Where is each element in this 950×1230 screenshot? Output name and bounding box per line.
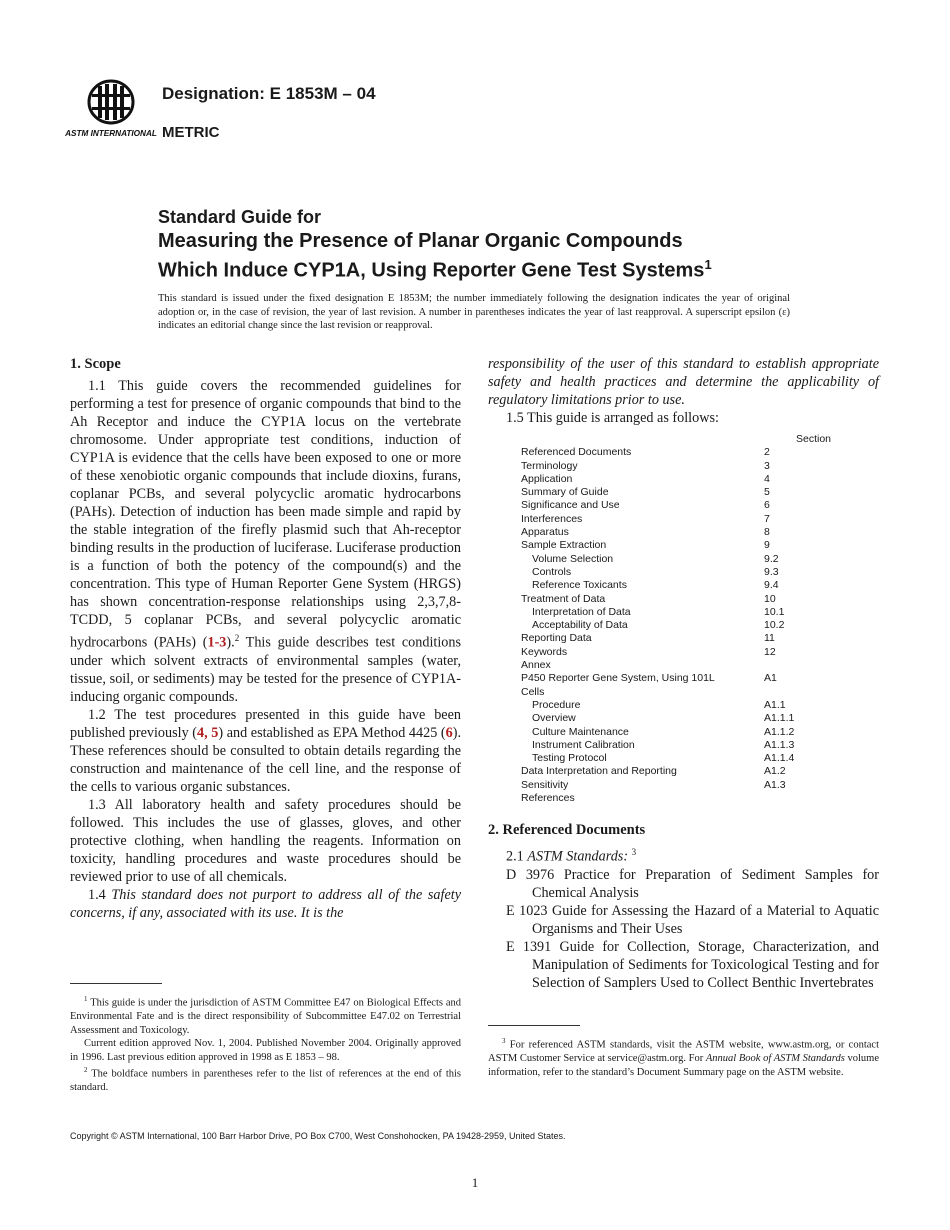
- toc-section-number: 10: [764, 592, 776, 605]
- toc-row: [488, 446, 879, 459]
- reference-link[interactable]: 6: [445, 724, 453, 741]
- toc-label: Instrument Calibration: [532, 738, 635, 751]
- reference-link[interactable]: 4, 5: [197, 724, 219, 741]
- toc-label: Procedure: [532, 698, 581, 711]
- title-line-3: Which Induce CYP1A, Using Reporter Gene Test Systems: [158, 259, 705, 282]
- toc-label: Overview: [532, 712, 576, 725]
- toc-section-number: 4: [764, 472, 770, 485]
- toc-section-number: 9.4: [764, 579, 779, 592]
- toc-label: Summary of Guide: [521, 486, 609, 499]
- scope-paragraph-2: 1.2 The test procedures presented in this guide have been published previously (4, 5) and established as EPA Method 4425 (6). These references should be consulted to obtain details regarding the construction and maintenance of the cell line, and the response of the cells to various organic substances.: [70, 706, 461, 795]
- toc-row: [488, 499, 879, 512]
- toc-section-number: 9.2: [764, 552, 779, 565]
- toc-section-number: 6: [764, 499, 770, 512]
- toc-label: Acceptability of Data: [532, 619, 628, 632]
- toc-label: Terminology: [521, 459, 578, 472]
- document-title: [158, 205, 878, 283]
- toc-label: P450 Reporter Gene System, Using 101L: [521, 672, 715, 685]
- referenced-document-item: [506, 938, 879, 992]
- referenced-documents-heading: 2. Referenced Documents: [488, 822, 646, 839]
- toc-section-number: 10.2: [764, 619, 785, 632]
- toc-label: Data Interpretation and Reporting: [521, 765, 677, 778]
- referenced-document-item: [506, 902, 879, 938]
- toc-section-number: 3: [764, 459, 770, 472]
- toc-section-number: 10.1: [764, 605, 785, 618]
- toc-row: [488, 672, 879, 685]
- toc-section-number: 5: [764, 486, 770, 499]
- toc-label: Reference Toxicants: [532, 579, 627, 592]
- page-number: 1: [471, 1175, 479, 1190]
- toc-label: Referenced Documents: [521, 446, 632, 459]
- toc-section-number: 7: [764, 512, 770, 525]
- toc-section-number: 9.3: [764, 565, 779, 578]
- logo-text: ASTM INTERNATIONAL: [65, 129, 157, 138]
- toc-row: [488, 526, 879, 539]
- title-line-2: Measuring the Presence of Planar Organic Compounds: [158, 230, 683, 252]
- toc-label: Controls: [532, 565, 572, 578]
- toc-section-number: A1.1.2: [764, 725, 795, 738]
- document-title: Guide for Collection, Storage, Characterization, and Manipulation of Sediments for Toxicological Testing and for Selection of Samplers Used to Collect Benthic Invertebrates: [532, 939, 879, 992]
- toc-row: [488, 593, 879, 606]
- toc-label: Cells: [521, 685, 545, 698]
- toc-label: Interferences: [521, 512, 583, 525]
- toc-label: References: [521, 792, 575, 805]
- toc-section-number: 11: [764, 632, 775, 645]
- issuance-notice: This standard is issued under the fixed designation E 1853M; the number immediately following the designation indicates the year of original adoption or, in the case of revision, the year of last revision. A number in parentheses indicates the year of last reapproval. A superscript epsilon (ε) indicates an editorial change since the last revision or reapproval.: [158, 293, 790, 331]
- astm-standards-subheading: 2.1 ASTM Standards: $^3$: [506, 847, 637, 866]
- toc-row: [488, 566, 879, 579]
- contents-table: [488, 433, 879, 805]
- toc-section-number: A1.1.4: [764, 752, 795, 765]
- toc-section-number: A1.1.3: [764, 738, 795, 751]
- document-title: Guide for Assessing the Hazard of a Material to Aquatic Organisms and Their Uses: [532, 903, 880, 938]
- toc-row: [488, 539, 879, 552]
- toc-label: Reporting Data: [521, 632, 592, 645]
- toc-label: Significance and Use: [521, 499, 620, 512]
- title-line-1: Standard Guide for: [158, 207, 322, 227]
- toc-row: [488, 712, 879, 725]
- left-column: [70, 355, 461, 922]
- footnote-rule: [70, 983, 162, 984]
- toc-row: [488, 779, 879, 792]
- toc-row: [488, 765, 879, 778]
- copyright-notice: Copyright © ASTM International, 100 Barr Harbor Drive, PO Box C700, West Conshohocken, PA 19428-2959, United States.: [70, 1131, 566, 1141]
- toc-label: Sensitivity: [521, 778, 569, 791]
- toc-section-header: Section: [796, 433, 832, 445]
- toc-row: [488, 606, 879, 619]
- toc-row: [488, 752, 879, 765]
- footnotes-right: $^3$ For referenced ASTM standards, visit the ASTM website, www.astm.org, or contact ASTM Customer Service at service@astm.org. For Annual Book of ASTM Standards volume information, refer to the standard’s Document Summary page on the ASTM website.: [488, 1037, 879, 1078]
- toc-row: [488, 460, 879, 473]
- toc-row: [488, 686, 879, 699]
- toc-row: [488, 739, 879, 752]
- right-column: [488, 355, 879, 992]
- toc-row: [488, 619, 879, 632]
- toc-section-number: [764, 659, 854, 672]
- scope-paragraph-1: 1.1 This guide covers the recommended guidelines for performing a test for presence of organic compounds that bind to the Ah Receptor and induce the CYP1A locus on the vertebrate chromosome. Under appropriate test conditions, induction of CYP1A is evidence that the cells have been exposed to one or more of these xenobiotic organic compounds that include dioxins, furans, coplanar PCBs, and several polycyclic aromatic hydrocarbons (PAHs). Detection of induction has been made simple and rapid by the stable integration of the firefly plasmid such that Ah-receptor binding results in the production of luciferase. Luciferase production is a function of both the potency of the compound(s) and the concentration. This type of Human Reporter Gene System (HRGS) has shown concentration-response relationships using 2,3,7,8-TCDD, 5 coplanar PCBs, and several polycyclic aromatic hydrocarbons (PAHs) (1-3).$^2$ This guide describes test conditions under which solvent extracts of environmental samples (water, tissue, soil, or sediments) may be tested for the presence of CYP1A-inducing organic compounds.: [70, 378, 461, 705]
- toc-label: Interpretation of Data: [532, 605, 631, 618]
- toc-section-number: 2: [764, 446, 770, 459]
- footnotes-left: $^1$ This guide is under the jurisdiction of ASTM Committee E47 on Biological Effects and Environmental Fate and is the direct responsibility of Subcommittee E47.02 on Terrestrial Assessment and Toxicology. Current edition approved Nov. 1, 2004. Published November 2004. Originally approved in 1996. Last previous edition approved in 1998 as E 1853 – 98. $^2$ The boldface numbers in parentheses refer to the list of references at the end of this standard.: [70, 995, 461, 1093]
- toc-row: [488, 513, 879, 526]
- toc-row: [488, 486, 879, 499]
- scope-paragraph-4-continued: responsibility of the user of this standard to establish appropriate safety and health practices and determine the applicability of regulatory limitations prior to use.: [488, 356, 879, 408]
- reference-link[interactable]: 1-3: [207, 634, 227, 651]
- metric-label: METRIC: [162, 124, 220, 141]
- astm-logo: [65, 80, 157, 140]
- toc-label: Apparatus: [521, 526, 569, 539]
- toc-label: Testing Protocol: [532, 752, 607, 765]
- referenced-document-item: [506, 866, 879, 902]
- scope-heading: 1. Scope: [70, 356, 121, 372]
- toc-label: Volume Selection: [532, 552, 614, 565]
- toc-row: [488, 699, 879, 712]
- toc-row: [488, 553, 879, 566]
- toc-row: [488, 579, 879, 592]
- footnote-rule: [488, 1025, 580, 1026]
- toc-row: [488, 659, 879, 672]
- toc-row: [488, 473, 879, 486]
- scope-paragraph-5: 1.5 This guide is arranged as follows:: [506, 410, 719, 426]
- toc-section-number: A1.1: [764, 698, 786, 711]
- toc-section-number: 12: [764, 645, 776, 658]
- toc-row: [488, 632, 879, 645]
- toc-row: [488, 726, 879, 739]
- toc-label: Culture Maintenance: [532, 725, 629, 738]
- designation: Designation: E 1853M – 04: [162, 84, 376, 103]
- toc-section-number: A1.1.1: [764, 712, 795, 725]
- footnote-mark: 2: [234, 633, 240, 643]
- document-title: Practice for Preparation of Sediment Samples for Chemical Analysis: [532, 867, 880, 902]
- scope-paragraph-4: 1.4 This standard does not purport to address all of the safety concerns, if any, associated with its use. It is the: [70, 886, 461, 921]
- toc-section-number: A1.2: [764, 765, 786, 778]
- toc-section-number: A1: [764, 672, 777, 685]
- toc-label: Treatment of Data: [521, 592, 606, 605]
- title-footnote-mark: 1: [704, 257, 712, 272]
- document-code: E 1023: [506, 903, 548, 920]
- toc-label: Application: [521, 472, 573, 485]
- toc-label: Keywords: [521, 645, 568, 658]
- toc-section-number: A1.3: [764, 778, 786, 791]
- toc-section-number: 9: [764, 539, 770, 552]
- toc-section-number: 8: [764, 526, 770, 539]
- document-code: E 1391: [506, 939, 552, 956]
- toc-section-number: [764, 792, 854, 805]
- toc-row: [488, 792, 879, 805]
- toc-section-number: [764, 686, 854, 699]
- toc-row: [488, 646, 879, 659]
- document-code: D 3976: [506, 867, 555, 884]
- toc-label: Annex: [521, 659, 551, 672]
- scope-paragraph-3: 1.3 All laboratory health and safety procedures should be followed. This includes the use of glasses, gloves, and other protective clothing, when handling the reagents. Information on toxicity, handling procedures and waste procedures should be reviewed prior to use of all chemicals.: [70, 796, 461, 885]
- toc-label: Sample Extraction: [521, 539, 607, 552]
